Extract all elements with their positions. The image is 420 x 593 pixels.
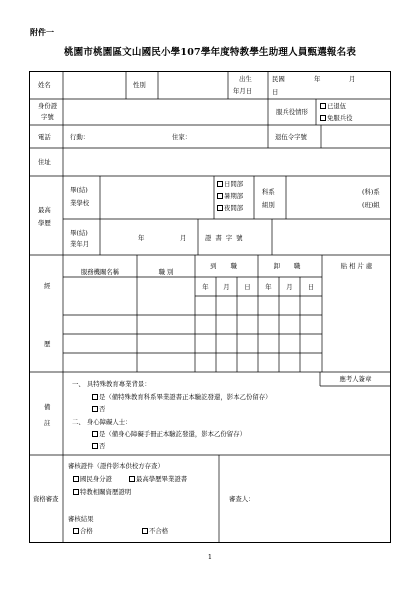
result-fail[interactable]: 不合格 [142,527,168,535]
applicant-signature-label: 應考人簽章 [339,375,372,383]
checkbox-icon[interactable] [217,193,223,199]
doc-national-id[interactable]: 國民身分證 [73,475,112,483]
experience-row-4[interactable] [64,354,321,371]
grad-year-label: 年 [138,234,145,242]
checkbox-icon[interactable] [73,476,79,482]
label-id-1: 身份證 [38,102,58,110]
military-option-exempt[interactable]: 免服兵役 [320,114,353,122]
remark-2-yes[interactable]: 是（備身心障礙手冊正本驗訖發還，影本乙份留存） [92,430,246,438]
field-address[interactable] [66,150,388,174]
label-exp-1: 經 [44,282,51,290]
remark-1-title: 一、 具特殊教育專業背景： [72,380,151,388]
col-position: 職 別 [158,268,174,276]
checkbox-icon[interactable] [320,115,326,121]
checkbox-icon[interactable] [92,406,98,412]
checkbox-icon[interactable] [320,103,326,109]
label-remark-1: 備 [44,403,51,411]
checkbox-icon[interactable] [217,205,223,211]
label-discharge-number: 退伍令字號 [275,133,307,141]
label-remark-2: 註 [44,419,51,427]
page-number: 1 [207,553,213,561]
field-id-number[interactable] [66,101,265,123]
col-org-name: 服務機關名稱 [80,268,120,276]
birth-month: 月 [349,75,356,83]
field-school[interactable] [103,179,211,216]
applicant-signature-area[interactable] [322,388,389,453]
label-id-2: 字號 [41,113,54,121]
checkbox-icon[interactable] [142,528,148,534]
option-night-division[interactable]: 夜間部 [217,204,243,212]
photo-area[interactable] [324,272,389,370]
dept-unit-department: (科)系 [362,188,380,196]
birth-day: 日 [272,88,279,96]
label-name: 姓名 [38,81,51,89]
doc-special-ed-experience[interactable]: 特教相關資歷證明 [73,488,131,496]
label-grad-date-2: 業年月 [70,240,90,248]
col-start-date: 到 職 [210,262,243,270]
col-end-date: 卸 職 [273,262,307,270]
field-name[interactable] [66,74,124,96]
label-address: 住址 [38,158,51,166]
label-birth-1: 出生 [239,75,252,83]
remark-2-no[interactable]: 否 [92,442,105,450]
col-end-month: 月 [286,283,293,291]
experience-row-3[interactable] [64,335,321,352]
label-review: 資格審查 [33,495,59,503]
col-start-month: 月 [223,283,230,291]
birth-minguo: 民國 [272,75,285,83]
label-certificate-number: 證書字號 [205,234,247,242]
field-certificate-number[interactable] [275,222,388,252]
label-phone: 電話 [38,133,51,141]
col-end-day: 日 [307,283,315,291]
dept-unit-group: (班)組 [362,201,380,209]
attachment-label: 附件一 [30,27,54,37]
label-edu-1: 最高 [38,206,51,214]
label-dept-2: 組別 [262,201,275,209]
checkbox-icon[interactable] [92,394,98,400]
label-grad-school-2: 業學校 [70,199,90,207]
experience-row-2[interactable] [64,316,321,333]
label-grad-school-1: 畢(結) [70,186,88,194]
label-military: 服兵役情形 [276,108,308,116]
label-home-phone: 住家： [172,133,192,141]
label-mobile: 行動： [70,133,90,141]
col-start-day: 日 [244,283,251,291]
remark-1-no[interactable]: 否 [92,405,105,413]
label-grad-date-1: 畢(結) [70,229,88,237]
label-gender: 性別 [133,81,146,89]
photo-area-label: 貼 相 片 處 [340,262,373,270]
label-birth-2: 年月日 [233,87,253,95]
remark-2-title: 二、 身心障礙人士： [72,418,132,426]
checkbox-icon[interactable] [217,181,223,187]
checkbox-icon[interactable] [129,476,135,482]
label-exp-2: 歷 [44,340,51,348]
result-pass[interactable]: 合格 [73,527,93,535]
form-title: 桃園市桃園區文山國民小學107學年度特教學生助理人員甄選報名表 [63,47,357,58]
option-summer-division[interactable]: 暑期部 [217,192,243,200]
checkbox-icon[interactable] [73,528,79,534]
checkbox-icon[interactable] [92,431,98,437]
grad-month-label: 月 [180,234,187,242]
col-end-year: 年 [265,283,272,291]
label-edu-2: 學歷 [38,219,51,227]
option-day-division[interactable]: 日間部 [217,180,243,188]
checkbox-icon[interactable] [73,489,79,495]
remark-1-yes[interactable]: 是（備特殊教育科系畢業證書正本驗訖發還，影本乙份留存） [92,393,272,401]
field-gender[interactable] [161,74,225,96]
review-result-title: 審核結果 [68,515,94,523]
experience-row-1[interactable] [64,297,321,314]
field-discharge-number[interactable] [324,127,388,146]
label-dept-1: 科系 [262,188,275,196]
label-reviewer: 審查人： [229,495,255,503]
review-docs-title: 審核證件（證件影本供校方存查） [68,462,164,470]
doc-highest-degree[interactable]: 最高學歷畢業證書 [129,475,187,483]
checkbox-icon[interactable] [92,443,98,449]
col-start-year: 年 [202,283,209,291]
military-option-discharged[interactable]: 已退伍 [320,102,346,110]
birth-year: 年 [314,75,321,83]
